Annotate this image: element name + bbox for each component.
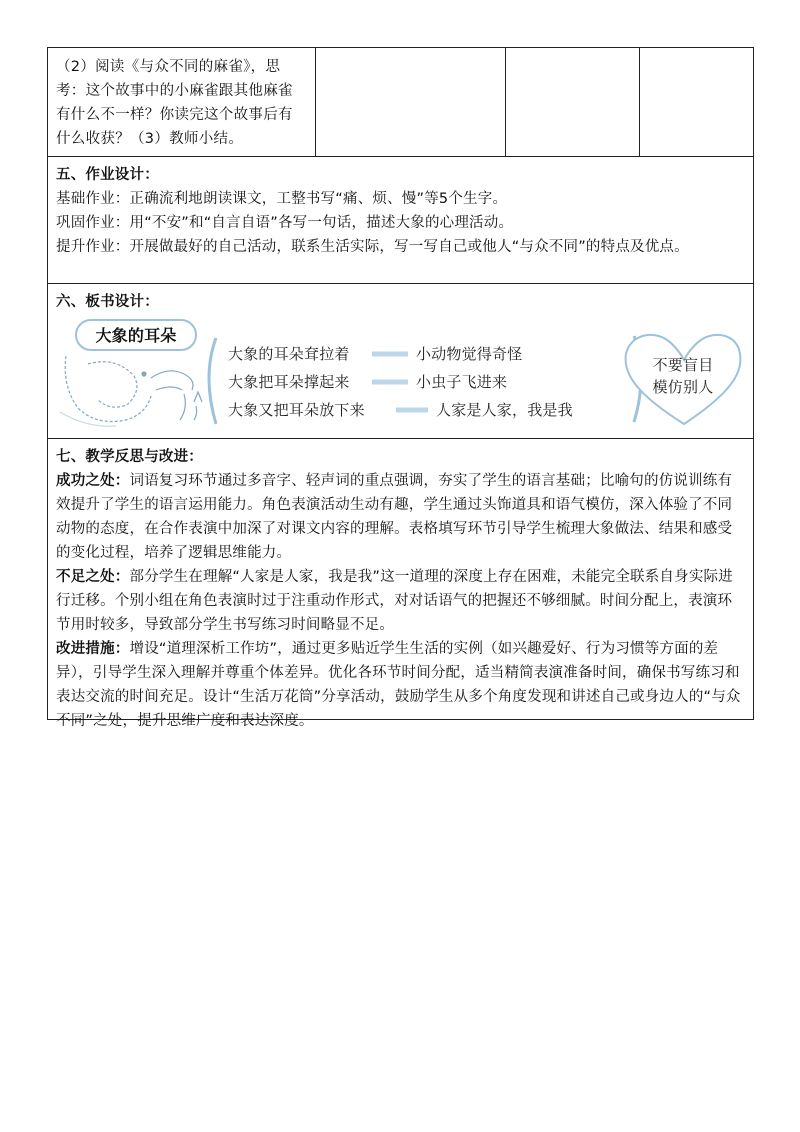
elephant-illustration bbox=[60, 356, 202, 426]
heart-shape bbox=[626, 335, 741, 424]
card-title-box bbox=[76, 320, 196, 350]
empty-cell-3 bbox=[506, 48, 640, 157]
homework-item-consolidate: 巩固作业：用“不安”和“自言自语”各写一句话，描述大象的心理活动。 bbox=[56, 215, 514, 231]
homework-row bbox=[48, 157, 754, 284]
lesson-plan-table bbox=[47, 47, 754, 729]
empty-cell-2 bbox=[316, 48, 506, 157]
lesson-plan-page bbox=[47, 47, 753, 729]
heart-line-1: 不要盲目 bbox=[652, 356, 714, 374]
board-left-3: 大象又把耳朵放下来 bbox=[228, 401, 365, 419]
board-title: 六、板书设计： bbox=[56, 294, 159, 310]
card-title: 大象的耳朵 bbox=[95, 326, 177, 345]
empty-cell-4 bbox=[640, 48, 754, 157]
board-row bbox=[48, 284, 754, 439]
reflection-improve bbox=[56, 637, 745, 733]
reflection-cell bbox=[48, 439, 754, 729]
reflection-row bbox=[48, 439, 754, 720]
reflection-shortfall bbox=[56, 565, 745, 637]
board-line-3 bbox=[228, 401, 573, 419]
improve-label: 改进措施： bbox=[56, 641, 130, 657]
shortfall-label: 不足之处： bbox=[56, 569, 130, 585]
board-line-1 bbox=[228, 345, 522, 363]
homework-cell bbox=[48, 157, 754, 284]
activity-row bbox=[48, 48, 754, 157]
bracket-left bbox=[209, 338, 216, 424]
board-line-2 bbox=[228, 373, 507, 391]
homework-item-basic: 基础作业：正确流利地朗读课文，工整书写“痛、烦、慢”等5个生字。 bbox=[56, 191, 508, 207]
heart-line-2: 模仿别人 bbox=[652, 378, 714, 396]
homework-title: 五、作业设计： bbox=[56, 167, 159, 183]
success-label: 成功之处： bbox=[56, 473, 130, 489]
board-left-1: 大象的耳朵耷拉着 bbox=[228, 345, 350, 363]
success-text: 词语复习环节通过多音字、轻声词的重点强调，夯实了学生的语言基础；比喻句的仿说训练有效提升了学生的语言运用能力。角色表演活动生动有趣，学生通过头饰道具和语气模仿，深入体验了不同动物的态度，在合作表演中加深了对课文内容的理解。表格填写环节引导学生梳理大象做法、结果和感受的变化过程，培养了逻辑思维能力。 bbox=[56, 473, 733, 561]
board-cell bbox=[48, 284, 754, 439]
board-left-2: 大象把耳朵撑起来 bbox=[228, 373, 350, 391]
shortfall-text: 部分学生在理解“人家是人家，我是我”这一道理的深度上存在困难，未能完全联系自身实际进行迁移。个别小组在角色表演时过于注重动作形式，对对话语气的把握还不够细腻。时间分配上，表演环节用时较多，导致部分学生书写练习时间略显不足。 bbox=[56, 569, 733, 633]
board-diagram bbox=[56, 316, 746, 436]
activity-cell bbox=[48, 48, 316, 157]
board-design bbox=[56, 316, 745, 436]
reflection-success bbox=[56, 469, 745, 565]
board-right-3: 人家是人家，我是我 bbox=[436, 401, 573, 419]
reflection-title: 七、教学反思与改进： bbox=[56, 449, 203, 465]
board-right-1: 小动物觉得奇怪 bbox=[416, 345, 523, 363]
improve-text: 增设“道理深析工作坊”，通过更多贴近学生生活的实例（如兴趣爱好、行为习惯等方面的差异），引导学生深入理解并尊重个体差异。优化各环节时间分配，适当精简表演准备时间，确保书写练习和表达交流的时间充足。设计“生活万花筒”分享活动，鼓励学生从多个角度发现和讲述自己或身边人的“与众不同”之处，提升思维广度和表达深度。 bbox=[56, 641, 741, 729]
activity-text: （2）阅读《与众不同的麻雀》，思考：这个故事中的小麻雀跟其他麻雀有什么不一样？你读完这个故事后有什么收获？（3）教师小结。 bbox=[56, 59, 293, 147]
board-right-2: 小虫子飞进来 bbox=[416, 373, 508, 391]
homework-item-advanced: 提升作业：开展做最好的自己活动，联系生活实际，写一写自己或他人“与众不同”的特点及优点。 bbox=[56, 239, 689, 255]
